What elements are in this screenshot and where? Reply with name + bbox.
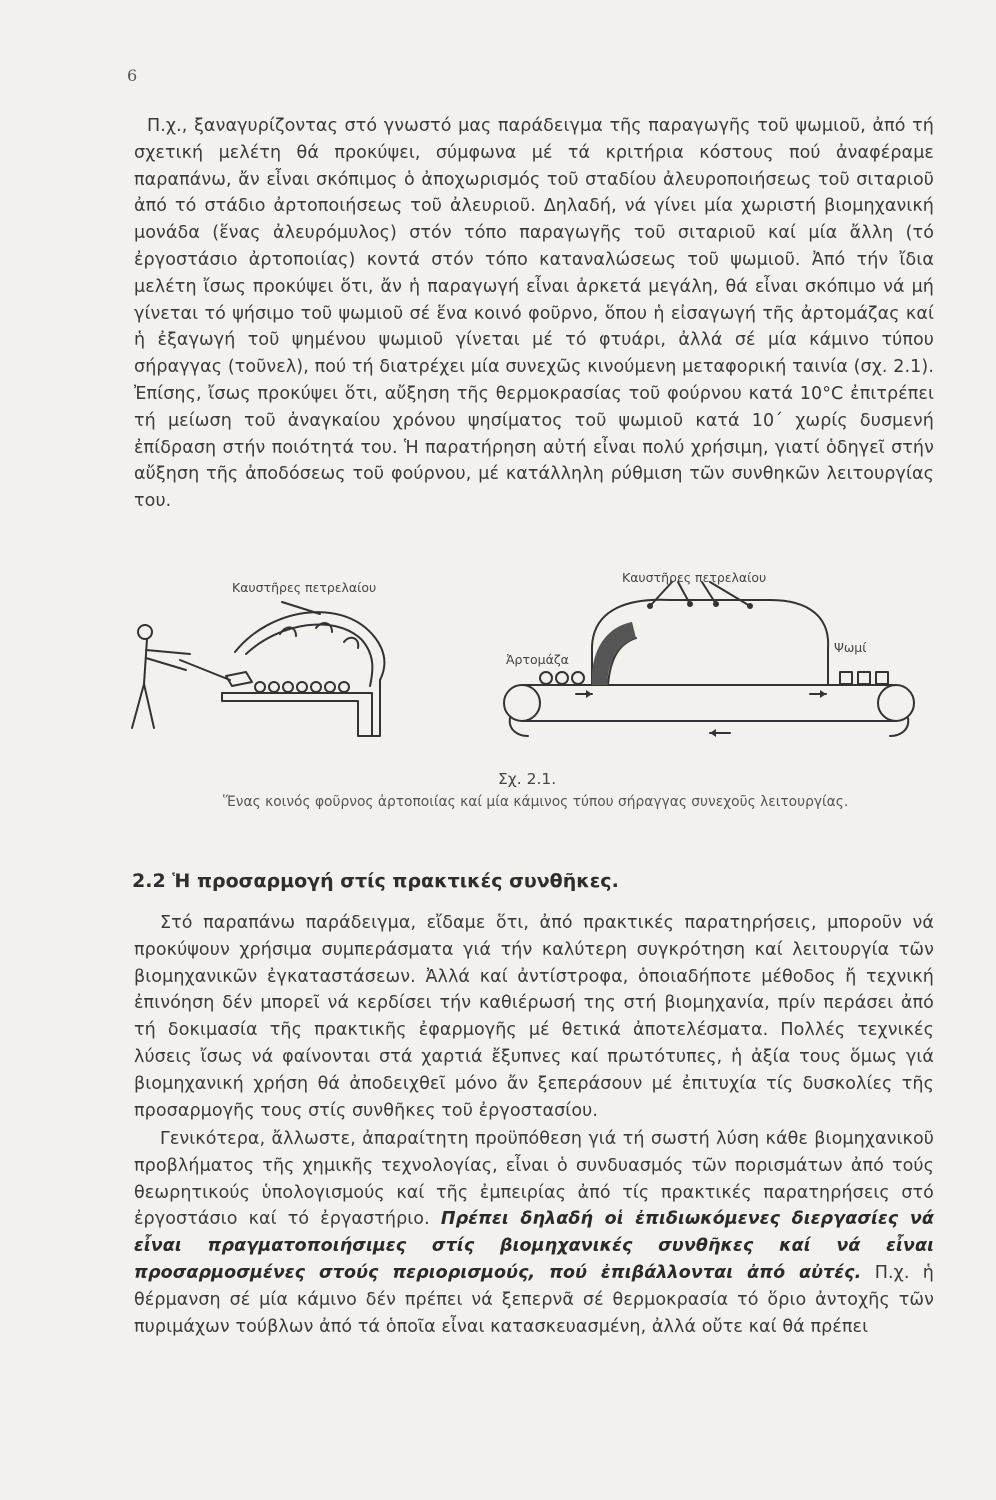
bread-label: Ψωμί	[834, 640, 867, 655]
page-number: 6	[127, 66, 138, 85]
figure-caption: Ἕνας κοινός φοῦρνος ἀρτοποιίας καί μία κάμινος τύπου σήραγγας συνεχοῦς λειτουργίας.	[223, 794, 849, 810]
paragraph-3-start: Γενικότερα, ἄλλωστε, ἀπαραίτητη προϋπόθεση γιά τή σωστή λύση κάθε βιομηχανικοῦ προβλήματος τῆς χημικῆς τεχνολογίας, εἶναι ὁ συνδυασμός τῶν πορισμάτων ἀπό τούς θεωρητικούς ὑπολογισμούς καί τῆς ἐμπειρίας ἀπό τίς πρακτικές παρατηρήσεις στό ἐργοστάσιο καί τό ἐργαστήριο.	[134, 1129, 934, 1230]
common-oven-drawing	[132, 602, 384, 736]
figure-title: Σχ. 2.1.	[498, 770, 557, 788]
paragraph-3-emphasis: Πρέπει δηλαδή οἱ ἐπιδιωκόμενες διεργασίες νά εἶναι πραγματοποιήσιμες στίς βιομηχανικές συνθῆκες καί νά εἶναι προσαρμοσμένες στούς περιορισμούς, πού ἐπιβάλλονται ἀπό αὐτές.	[134, 1209, 935, 1283]
left-burner-label: Καυστῆρες πετρελαίου	[232, 580, 377, 595]
paragraph-2: Στό παραπάνω παράδειγμα, εἴδαμε ὅτι, ἀπό πρακτικές παρατηρήσεις, μποροῦν νά προκύψουν χρήσιμα συμπεράσματα γιά τήν καλύτερη συγκρότηση καί λειτουργία τῶν βιομηχανικῶν ἐγκαταστάσεων. Ἀλλά καί ἀντίστροφα, ὁποιαδήποτε μέθοδος ἤ τεχνική ἐπινόηση δέν μπορεῖ νά κερδίσει τήν καθιέρωσή της στή βιομηχανία, πρίν περάσει ἀπό τή δοκιμασία τῆς πρακτικῆς ἐφαρμογῆς μέ θετικά ἀποτελέσματα. Πολλές τεχνικές λύσεις ἴσως νά φαίνονται στά χαρτιά ἔξυπνες καί πρωτότυπες, ἡ ἀξία τους ὅμως γιά βιομηχανική χρήση θά ἀποδειχθεῖ μόνο ἄν ξεπεράσουν μέ ἐπιτυχία τίς δυσκολίες τῆς προσαρμογῆς τους στίς συνθῆκες τοῦ ἐργοστασίου.	[134, 913, 934, 1121]
paragraph-3	[134, 1126, 934, 1340]
paragraph-1: Π.χ., ξαναγυρίζοντας στό γνωστό μας παράδειγμα τῆς παραγωγῆς τοῦ ψωμιοῦ, ἀπό τή σχετική μελέτη θά προκύψει, σύμφωνα μέ τά κριτήρια κόστους πού ἀναφέραμε παραπάνω, ἄν εἶναι σκόπιμος ὁ ἀποχωρισμός τοῦ σταδίου ἀλευροποιήσεως τοῦ σιταριοῦ ἀπό τό στάδιο ἀρτοποιήσεως τοῦ ἀλευριοῦ. Δηλαδή, νά γίνει μία χωριστή βιομηχανική μονάδα (ἕνας ἀλευρόμυλος) στόν τόπο παραγωγῆς τοῦ σιταριοῦ καί μία ἄλλη (τό ἐργοστάσιο ἀρτοποιίας) κοντά στόν τόπο καταναλώσεως τοῦ ψωμιοῦ. Ἀπό τήν ἴδια μελέτη ἴσως προκύψει ὅτι, ἄν ἡ παραγωγή εἶναι ἀρκετά μεγάλη, θά εἶναι σκόπιμο νά μή γίνεται τό ψήσιμο τοῦ ψωμιοῦ σέ ἕνα κοινό φοῦρνο, ὅπου ἡ εἰσαγωγή τῆς ἀρτομάζας καί ἡ ἐξαγωγή τοῦ ψημένου ψωμιοῦ γίνεται μέ τό φτυάρι, ἀλλά σέ μία κάμινο τύπου σήραγγας (τοῦνελ), πού τή διατρέχει μία συνεχῶς κινούμενη μεταφορική ταινία (σχ. 2.1). Ἐπίσης, ἴσως προκύψει ὅτι, αὔξηση τῆς θερμοκρασίας τοῦ φούρνου κατά 10°C ἐπιτρέπει τή μείωση τοῦ ἀναγκαίου χρόνου ψησίματος τοῦ ψωμιοῦ κατά 10΄ χωρίς δυσμενή ἐπίδραση στήν ποιότητά του. Ἡ παρατήρηση αὐτή εἶναι πολύ χρήσιμη, γιατί ὁδηγεῖ στήν αὔξηση τῆς ἀποδόσεως τοῦ φούρνου, μέ κατάλληλη ρύθμιση τῶν συνθηκῶν λειτουργίας του.	[134, 116, 934, 512]
paragraph-3-end: Π.χ. ἡ θέρμανση σέ μία κάμινο δέν πρέπει νά ξεπερνᾶ σέ θερμοκρασία τό ὅριο ἀντοχῆς τῶν πυριμάχων τούβλων ἀπό τά ὁποῖα εἶναι κατασκευασμένη, ἀλλά οὔτε καί θά πρέπει	[134, 1262, 934, 1337]
section-heading: 2.2 Ἡ προσαρμογή στίς πρακτικές συνθῆκες.	[132, 870, 619, 892]
dough-label: Ἀρτομάζα	[506, 652, 569, 667]
right-burner-label: Καυστῆρες πετρελαίου	[622, 570, 767, 585]
oven-illustration	[110, 568, 930, 783]
figure-2-1	[110, 568, 930, 783]
